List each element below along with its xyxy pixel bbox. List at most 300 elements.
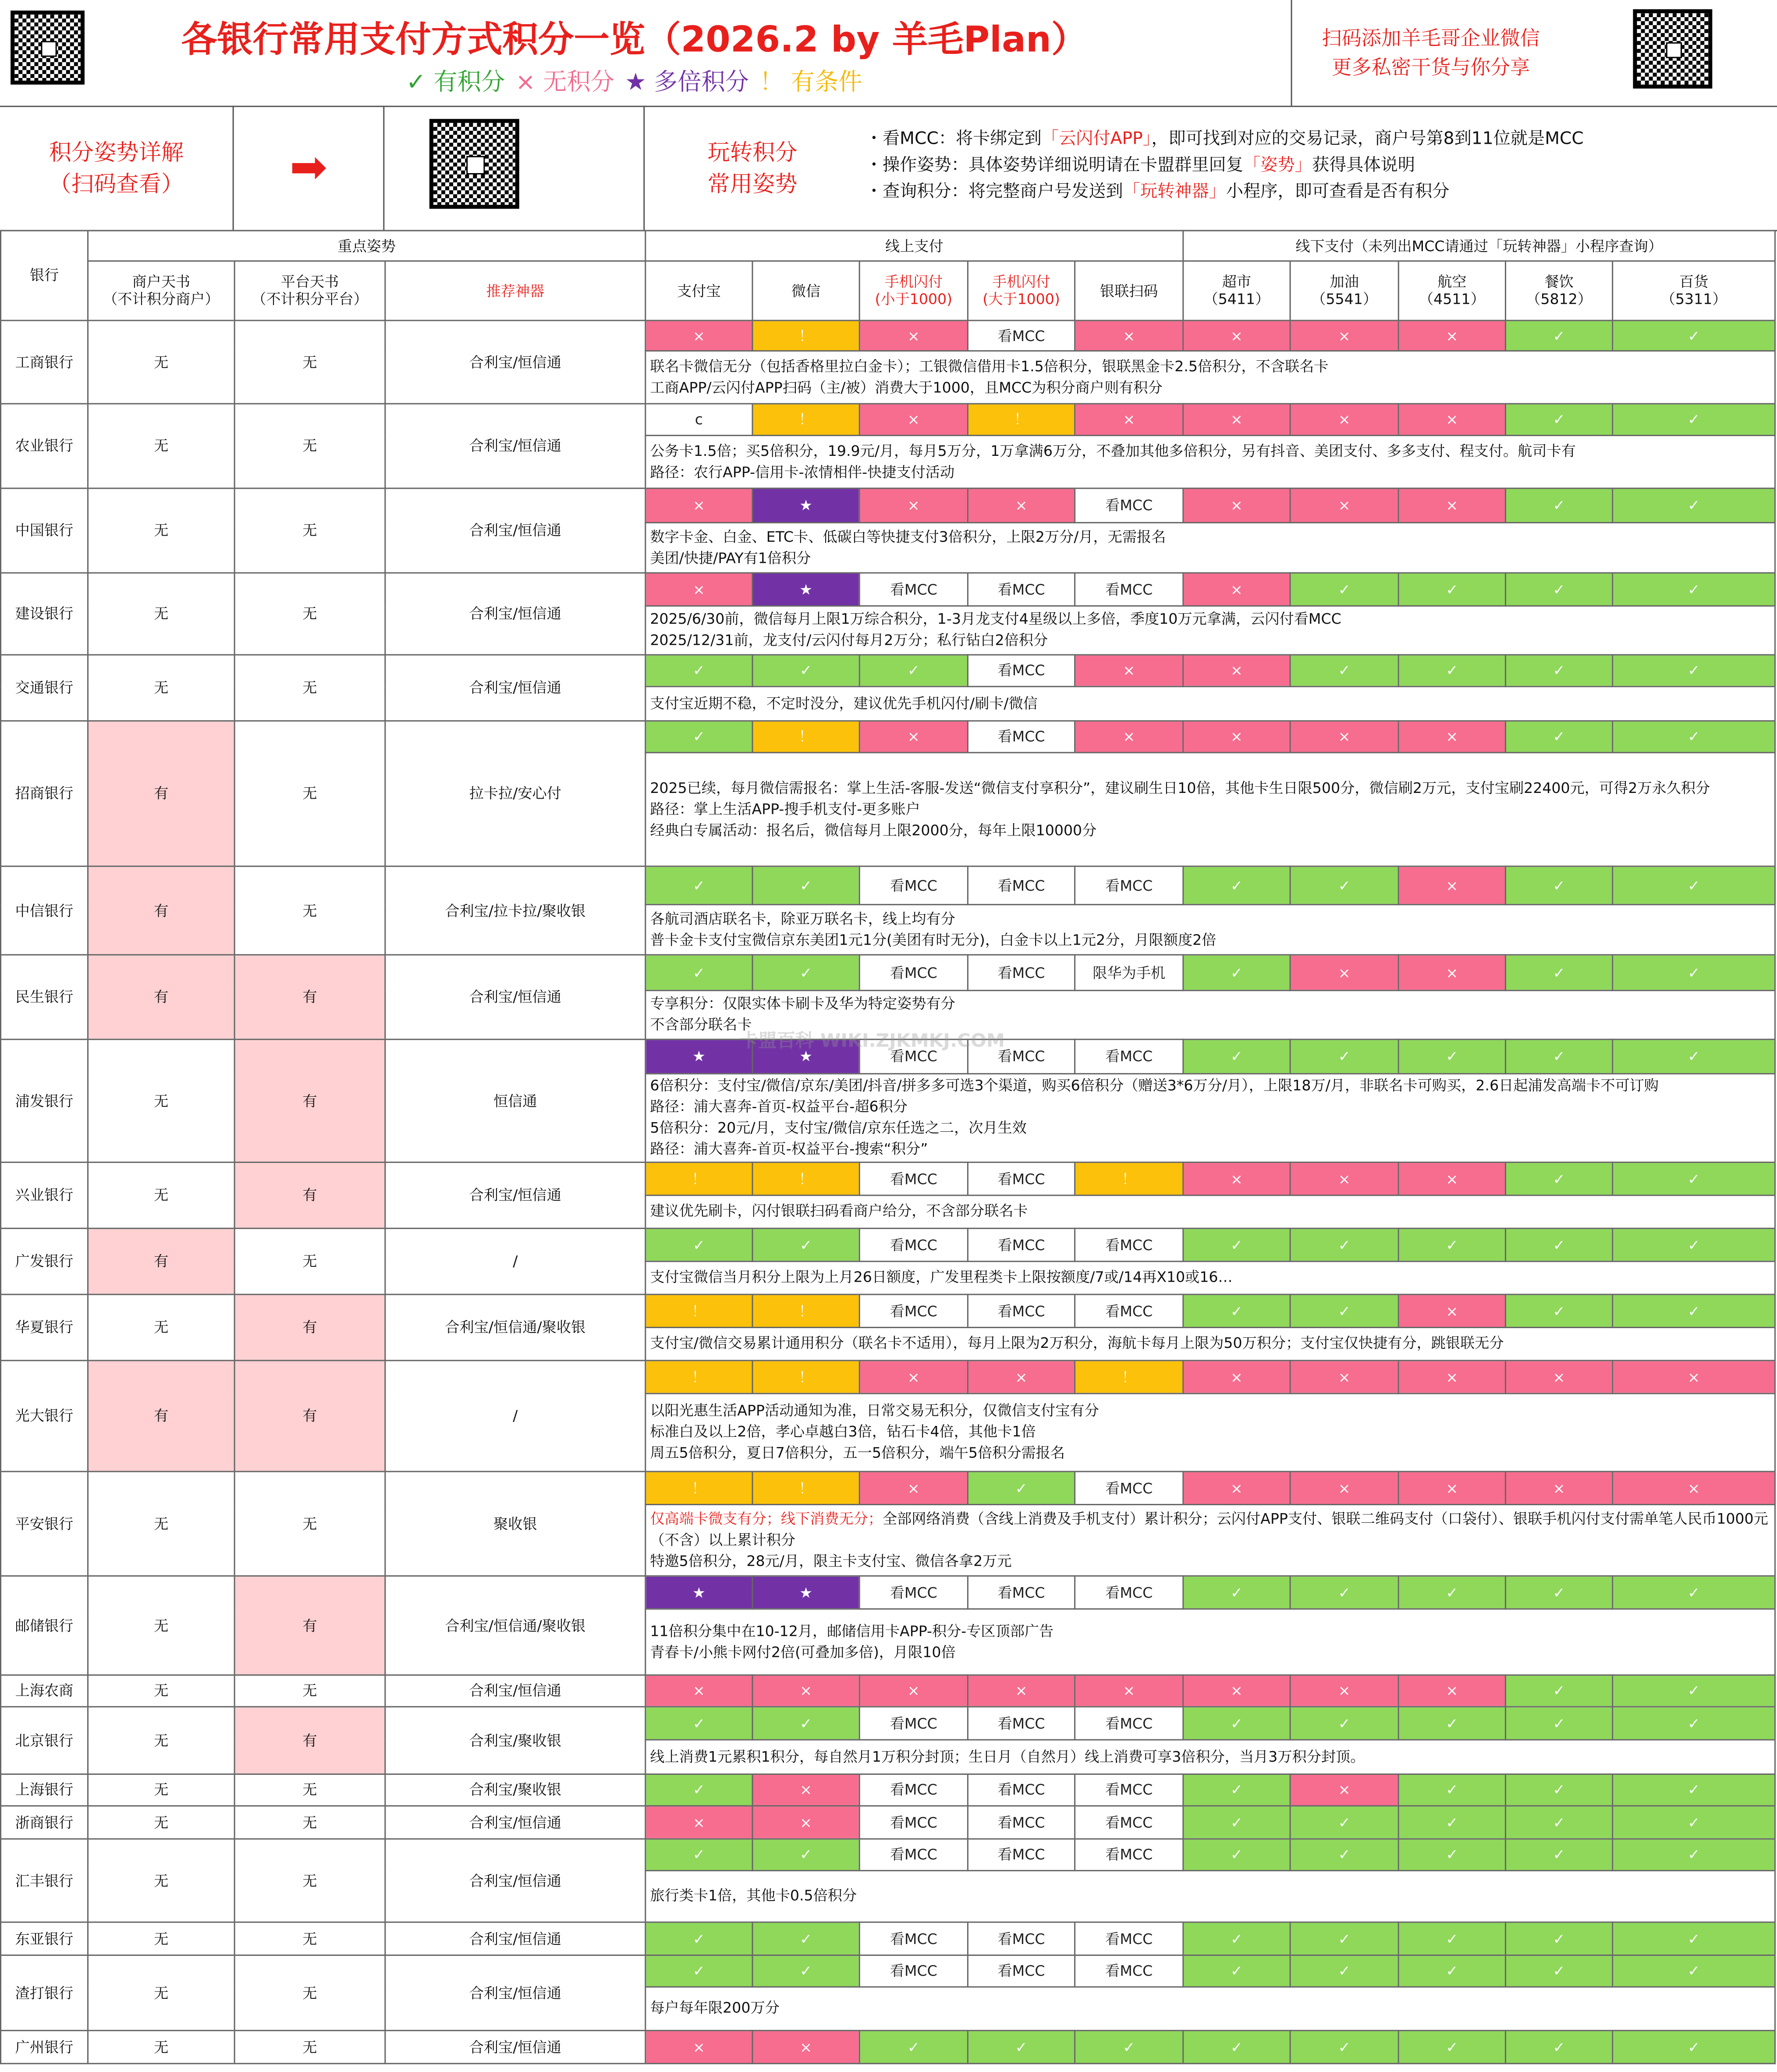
- status-unionpay: ×: [1075, 721, 1183, 753]
- status-supermarket: ×: [1183, 488, 1290, 522]
- status-wechat: ★: [752, 1039, 859, 1073]
- status-flash-small: 看MCC: [859, 866, 968, 904]
- status-flash-small: 看MCC: [859, 1294, 968, 1327]
- status-dining: ✓: [1505, 1839, 1612, 1870]
- info-section: [0, 106, 1777, 231]
- status-flash-large: 看MCC: [968, 866, 1075, 904]
- bank-notes: [646, 522, 1775, 573]
- status-supermarket: ✓: [1183, 866, 1290, 904]
- status-flash-large: 看MCC: [968, 320, 1075, 351]
- status-airline: ✓: [1398, 573, 1505, 606]
- status-supermarket: ✓: [1183, 1839, 1290, 1870]
- status-department: ✓: [1613, 1922, 1775, 1955]
- status-unionpay: 看MCC: [1075, 866, 1183, 904]
- recommended-tool: 合利宝/恒信通: [385, 955, 646, 1039]
- status-department: ✓: [1613, 721, 1775, 753]
- status-alipay: ✓: [646, 655, 752, 686]
- status-gas: ✓: [1290, 1707, 1398, 1740]
- tip-line-1: ・看MCC：将卡绑定到「云闪付APP」，即可找到对应的交易记录，商户号第8到11位就是MCC: [865, 129, 1584, 149]
- bank-notes: [646, 1074, 1775, 1162]
- note-line: 工商APP/云闪付APP扫码（主/被）消费大于1000，且MCC为积分商户则有积分: [650, 378, 1163, 396]
- status-gas: ✓: [1290, 866, 1398, 904]
- status-supermarket: ✓: [1183, 1707, 1290, 1740]
- status-flash-small: 看MCC: [859, 1707, 968, 1740]
- bank-name: 建设银行: [1, 573, 88, 655]
- status-department: ✓: [1613, 1576, 1775, 1609]
- table-row: [1, 1839, 1775, 1870]
- recommended-tool: /: [385, 1361, 646, 1471]
- status-dining: ✓: [1505, 320, 1612, 351]
- status-flash-large: 看MCC: [968, 1228, 1075, 1261]
- bank-notes: [646, 1740, 1775, 1774]
- table-row: [1, 955, 1775, 990]
- status-airline: ×: [1398, 488, 1505, 522]
- status-supermarket: ×: [1183, 404, 1290, 435]
- status-flash-small: 看MCC: [859, 1839, 968, 1870]
- merchant-book: 无: [88, 1675, 234, 1706]
- status-gas: ✓: [1290, 1839, 1398, 1870]
- merchant-book: 无: [88, 1471, 234, 1576]
- status-flash-large: 看MCC: [968, 1294, 1075, 1327]
- bank-notes: [646, 1609, 1775, 1675]
- note-line: 标准白及以上2倍，孝心卓越白3倍，钻石卡4倍，其他卡1倍: [650, 1423, 1036, 1441]
- bank-notes: [646, 1987, 1775, 2030]
- bank-notes: [646, 753, 1775, 866]
- promo-line-2: 更多私密干货与你分享: [1331, 55, 1530, 79]
- status-supermarket: ✓: [1183, 1806, 1290, 1839]
- note-line: 专享积分：仅限实体卡刷卡及华为特定姿势有分: [650, 995, 955, 1013]
- status-airline: ×: [1398, 320, 1505, 351]
- group-offline: 线下支付（未列出MCC请通过「玩转神器」小程序查询）: [1183, 231, 1775, 261]
- col-department: 百货 （5311）: [1613, 261, 1775, 320]
- right-arrow-icon: ➡: [290, 141, 327, 195]
- bank-notes: [646, 606, 1775, 655]
- note-line: 以阳光惠生活APP活动通知为准，日常交易无积分，仅微信支付宝有分: [650, 1402, 1099, 1420]
- table-row: [1, 1806, 1775, 1839]
- table-row: [1, 1294, 1775, 1327]
- scan-line-1: 积分姿势详解: [49, 140, 184, 167]
- status-department: ✓: [1613, 655, 1775, 686]
- note-line: 不含部分联名卡: [650, 1016, 752, 1034]
- table-row: [1, 2030, 1775, 2063]
- platform-book: 无: [234, 320, 385, 404]
- status-wechat: ！: [752, 1294, 859, 1327]
- table-row: [1, 1922, 1775, 1955]
- status-airline: ×: [1398, 721, 1505, 753]
- status-supermarket: ✓: [1183, 1228, 1290, 1261]
- platform-book: 无: [234, 721, 385, 867]
- status-flash-small: 看MCC: [859, 1576, 968, 1609]
- status-gas: ×: [1290, 1675, 1398, 1706]
- status-gas: ×: [1290, 721, 1398, 753]
- recommended-tool: 合利宝/恒信通: [385, 1955, 646, 2031]
- bank-name: 邮储银行: [1, 1576, 88, 1675]
- merchant-book: 无: [88, 1039, 234, 1162]
- bank-name: 平安银行: [1, 1471, 88, 1576]
- table-row: [1, 1675, 1775, 1706]
- status-flash-large: 看MCC: [968, 1162, 1075, 1195]
- merchant-book: 有: [88, 1228, 234, 1294]
- status-wechat: ！: [752, 320, 859, 351]
- bank-name: 光大银行: [1, 1361, 88, 1471]
- status-department: ✓: [1613, 488, 1775, 522]
- merchant-book: 无: [88, 1806, 234, 1839]
- col-alipay: 支付宝: [646, 261, 752, 320]
- col-platform: 平台天书 （不计积分平台）: [234, 261, 385, 320]
- status-flash-small: 看MCC: [859, 1922, 968, 1955]
- status-supermarket: ×: [1183, 1471, 1290, 1504]
- qr-code-right: [1633, 9, 1712, 89]
- status-flash-small: ×: [859, 1471, 968, 1504]
- status-flash-small: ×: [859, 1675, 968, 1706]
- header: [0, 0, 1777, 107]
- status-airline: ✓: [1398, 1039, 1505, 1073]
- status-airline: ✓: [1398, 1806, 1505, 1839]
- status-flash-small: 看MCC: [859, 1774, 968, 1806]
- merchant-book: 无: [88, 1707, 234, 1774]
- table-row: [1, 1576, 1775, 1609]
- status-flash-large: ✓: [968, 2030, 1075, 2063]
- status-unionpay: 看MCC: [1075, 1955, 1183, 1987]
- status-wechat: ！: [752, 1471, 859, 1504]
- merchant-book: 无: [88, 1576, 234, 1675]
- legend-item: ！ 有条件: [759, 68, 862, 97]
- scan-hint: [0, 106, 234, 230]
- status-gas: ✓: [1290, 1576, 1398, 1609]
- status-flash-large: ！: [968, 404, 1075, 435]
- merchant-book: 无: [88, 573, 234, 655]
- status-airline: ✓: [1398, 1839, 1505, 1870]
- status-department: ✓: [1613, 955, 1775, 990]
- status-alipay: ×: [646, 2030, 752, 2063]
- platform-book: 有: [234, 955, 385, 1039]
- play-title: [645, 106, 860, 230]
- note-line: 建议优先刷卡，闪付银联扫码看商户给分，不含部分联名卡: [650, 1202, 1028, 1220]
- status-wechat: ✓: [752, 1955, 859, 1987]
- bank-notes: [646, 351, 1775, 404]
- note-line: 2025/12/31前，龙支付/云闪付每月2万分；私行钻白2倍积分: [650, 632, 1048, 649]
- platform-book: 无: [234, 1471, 385, 1576]
- platform-book: 无: [234, 1955, 385, 2031]
- note-line: 普卡金卡支付宝微信京东美团1元1分(美团有时无分)，白金卡以上1元2分，月限额度2倍: [650, 931, 1217, 949]
- merchant-book: 无: [88, 2030, 234, 2063]
- status-wechat: ✓: [752, 655, 859, 686]
- status-unionpay: 看MCC: [1075, 488, 1183, 522]
- status-dining: ✓: [1505, 573, 1612, 606]
- status-alipay: ★: [646, 1039, 752, 1073]
- table-row: [1, 320, 1775, 351]
- status-unionpay: 看MCC: [1075, 1228, 1183, 1261]
- status-airline: ✓: [1398, 2030, 1505, 2063]
- note-line: 特邀5倍积分，28元/月，限主卡支付宝、微信各拿2万元: [650, 1552, 1012, 1570]
- platform-book: 无: [234, 573, 385, 655]
- status-gas: ✓: [1290, 1806, 1398, 1839]
- status-dining: ✓: [1505, 1294, 1612, 1327]
- note-line: 11倍积分集中在10-12月，邮储信用卡APP-积分-专区顶部广告: [650, 1622, 1054, 1639]
- status-gas: ✓: [1290, 573, 1398, 606]
- status-department: ✓: [1613, 404, 1775, 435]
- bank-name: 上海农商: [1, 1675, 88, 1706]
- status-department: ✓: [1613, 1228, 1775, 1261]
- recommended-tool: 恒信通: [385, 1039, 646, 1162]
- status-flash-small: ×: [859, 320, 968, 351]
- status-gas: ✓: [1290, 1228, 1398, 1261]
- status-wechat: ×: [752, 2030, 859, 2063]
- col-flash-small: 手机闪付 (小于1000): [859, 261, 968, 320]
- note-line: 路径：农行APP-信用卡-浓情相伴-快捷支付活动: [650, 463, 955, 480]
- status-flash-small: ×: [859, 1361, 968, 1393]
- status-dining: ×: [1505, 1471, 1612, 1504]
- status-flash-large: ×: [968, 1675, 1075, 1706]
- bank-name: 东亚银行: [1, 1922, 88, 1955]
- status-supermarket: ✓: [1183, 1922, 1290, 1955]
- status-supermarket: ×: [1183, 721, 1290, 753]
- status-alipay: ✓: [646, 1922, 752, 1955]
- status-unionpay: ×: [1075, 404, 1183, 435]
- platform-book: 无: [234, 1839, 385, 1922]
- status-unionpay: 看MCC: [1075, 1471, 1183, 1504]
- status-flash-large: 看MCC: [968, 1922, 1075, 1955]
- status-alipay: ×: [646, 320, 752, 351]
- status-airline: ×: [1398, 1471, 1505, 1504]
- status-supermarket: ✓: [1183, 1576, 1290, 1609]
- note-line: 各航司酒店联名卡，除亚万联名卡，线上均有分: [650, 910, 955, 927]
- status-unionpay: 看MCC: [1075, 1576, 1183, 1609]
- status-department: ✓: [1613, 1955, 1775, 1987]
- bank-notes: [646, 435, 1775, 488]
- status-unionpay: 限华为手机: [1075, 955, 1183, 990]
- bank-name: 广州银行: [1, 2030, 88, 2063]
- table-row: [1, 1707, 1775, 1740]
- status-alipay: ×: [646, 1806, 752, 1839]
- status-flash-large: 看MCC: [968, 1955, 1075, 1987]
- status-alipay: c: [646, 404, 752, 435]
- status-alipay: ！: [646, 1361, 752, 1393]
- bank-notes: [646, 686, 1775, 721]
- status-airline: ✓: [1398, 655, 1505, 686]
- status-supermarket: ×: [1183, 1361, 1290, 1393]
- merchant-book: 有: [88, 955, 234, 1039]
- status-supermarket: ✓: [1183, 1039, 1290, 1073]
- status-dining: ×: [1505, 1361, 1612, 1393]
- status-alipay: ✓: [646, 866, 752, 904]
- status-flash-large: 看MCC: [968, 1576, 1075, 1609]
- platform-book: 有: [234, 1576, 385, 1675]
- promo-line-1: 扫码添加羊毛哥企业微信: [1322, 26, 1540, 50]
- status-department: ✓: [1613, 2030, 1775, 2063]
- note-line: 路径：浦大喜奔-首页-权益平台-搜索“积分”: [650, 1140, 928, 1158]
- note-line: 数字卡金、白金、ETC卡、低碳白等快捷支付3倍积分，上限2万分/月，无需报名: [650, 528, 1166, 545]
- status-dining: ✓: [1505, 488, 1612, 522]
- table-row: [1, 488, 1775, 522]
- page-title: 各银行常用支付方式积分一览（2026.2 by 羊毛Plan）: [181, 20, 1087, 61]
- status-wechat: ✓: [752, 1839, 859, 1870]
- bank-name: 交通银行: [1, 655, 88, 721]
- status-department: ✓: [1613, 866, 1775, 904]
- note-line: 路径：浦大喜奔-首页-权益平台-超6积分: [650, 1098, 908, 1116]
- merchant-book: 有: [88, 721, 234, 867]
- status-airline: ✓: [1398, 1774, 1505, 1806]
- status-dining: ✓: [1505, 1955, 1612, 1987]
- status-alipay: ！: [646, 1162, 752, 1195]
- status-alipay: ★: [646, 1576, 752, 1609]
- platform-book: 无: [234, 2030, 385, 2063]
- platform-book: 有: [234, 1294, 385, 1361]
- note-line: 6倍积分：支付宝/微信/京东/美团/抖音/拼多多可选3个渠道，购买6倍积分（赠送3*6万分/月），上限18万/月，非联名卡可购买，2.6日起浦发高端卡不可订购: [650, 1077, 1659, 1095]
- recommended-tool: 合利宝/恒信通: [385, 1162, 646, 1229]
- status-dining: ✓: [1505, 866, 1612, 904]
- status-airline: ×: [1398, 1294, 1505, 1327]
- bank-name: 北京银行: [1, 1707, 88, 1774]
- status-flash-small: ✓: [859, 2030, 968, 2063]
- table-row: [1, 1471, 1775, 1504]
- col-unionpay: 银联扫码: [1075, 261, 1183, 320]
- status-dining: ✓: [1505, 1039, 1612, 1073]
- status-gas: ×: [1290, 1774, 1398, 1806]
- recommended-tool: 合利宝/恒信通/聚收银: [385, 1294, 646, 1361]
- status-flash-large: 看MCC: [968, 721, 1075, 753]
- recommended-tool: 合利宝/恒信通: [385, 320, 646, 404]
- status-alipay: ✓: [646, 1707, 752, 1740]
- note-line: 2025/6/30前，微信每月上限1万综合积分，1-3月龙支付4星级以上多倍，季度10万元拿满，云闪付看MCC: [650, 610, 1341, 628]
- table-row: [1, 573, 1775, 606]
- recommended-tool: 合利宝/恒信通: [385, 1839, 646, 1922]
- status-department: ✓: [1613, 1039, 1775, 1073]
- merchant-book: 有: [88, 1361, 234, 1471]
- status-flash-small: ×: [859, 404, 968, 435]
- note-line: 旅行类卡1倍，其他卡0.5倍积分: [650, 1887, 857, 1905]
- status-flash-small: ×: [859, 488, 968, 522]
- platform-book: 无: [234, 1675, 385, 1706]
- status-gas: ×: [1290, 320, 1398, 351]
- status-supermarket: ✓: [1183, 2030, 1290, 2063]
- merchant-book: 无: [88, 1294, 234, 1361]
- status-supermarket: ×: [1183, 320, 1290, 351]
- platform-book: 无: [234, 866, 385, 955]
- status-airline: ✓: [1398, 1707, 1505, 1740]
- col-merchant: 商户天书 （不计积分商户）: [88, 261, 234, 320]
- status-wechat: ！: [752, 721, 859, 753]
- legend-item: × 无积分: [515, 68, 614, 97]
- status-wechat: ★: [752, 573, 859, 606]
- note-line: 每户每年限200万分: [650, 1999, 780, 2017]
- bank-name: 广发银行: [1, 1228, 88, 1294]
- platform-book: 无: [234, 1806, 385, 1839]
- status-flash-small: 看MCC: [859, 1955, 968, 1987]
- status-unionpay: ×: [1075, 1675, 1183, 1706]
- status-alipay: ✓: [646, 1774, 752, 1806]
- bank-notes: [646, 1393, 1775, 1471]
- qr-code-middle: [429, 119, 519, 209]
- status-airline: ×: [1398, 955, 1505, 990]
- status-dining: ✓: [1505, 1707, 1612, 1740]
- table-row: [1, 1162, 1775, 1195]
- recommended-tool: 合利宝/恒信通: [385, 1806, 646, 1839]
- recommended-tool: 合利宝/拉卡拉/聚收银: [385, 866, 646, 955]
- recommended-tool: 合利宝/恒信通: [385, 488, 646, 573]
- status-flash-large: ×: [968, 488, 1075, 522]
- tips-list: [865, 127, 1584, 206]
- merchant-book: 无: [88, 1922, 234, 1955]
- platform-book: 无: [234, 404, 385, 488]
- status-dining: ✓: [1505, 721, 1612, 753]
- platform-book: 有: [234, 1707, 385, 1774]
- play-line-1: 玩转积分: [707, 140, 798, 167]
- status-flash-large: 看MCC: [968, 1839, 1075, 1870]
- note-line: 仅高端卡微支有分；线下消费无分；全部网络消费（含线上消费及手机支付）累计积分；云闪付APP支付、银联二维码支付（口袋付）、银联手机闪付支付需单笔人民币1000元（不含）以上累计积分: [650, 1510, 1768, 1548]
- status-dining: ✓: [1505, 1576, 1612, 1609]
- qr-box: [384, 106, 645, 230]
- col-gas: 加油 （5541）: [1290, 261, 1398, 320]
- status-gas: ✓: [1290, 1955, 1398, 1987]
- note-line: 2025已续，每月微信需报名：掌上生活-客服-发送“微信支付享积分”，建议刷生日10倍，其他卡生日限500分，微信刷2万元，支付宝刷22400元，可得2万永久积分: [650, 779, 1710, 796]
- table-row: [1, 1361, 1775, 1393]
- status-flash-large: 看MCC: [968, 1707, 1075, 1740]
- points-table: [0, 230, 1776, 2065]
- status-airline: ✓: [1398, 1228, 1505, 1261]
- status-dining: ✓: [1505, 2030, 1612, 2063]
- table-row: [1, 404, 1775, 435]
- status-dining: ✓: [1505, 1806, 1612, 1839]
- status-airline: ✓: [1398, 1576, 1505, 1609]
- bank-notes: [646, 905, 1775, 955]
- platform-book: 无: [234, 1774, 385, 1806]
- status-gas: ×: [1290, 488, 1398, 522]
- note-line: 美团/快捷/PAY有1倍积分: [650, 549, 811, 566]
- status-alipay: ✓: [646, 1228, 752, 1261]
- status-unionpay: 看MCC: [1075, 1774, 1183, 1806]
- legend: [92, 64, 1176, 98]
- merchant-book: 无: [88, 1839, 234, 1922]
- status-department: ✓: [1613, 1294, 1775, 1327]
- bank-notes: [646, 1262, 1775, 1294]
- platform-book: 无: [234, 1922, 385, 1955]
- bank-name: 汇丰银行: [1, 1839, 88, 1922]
- status-gas: ✓: [1290, 1922, 1398, 1955]
- status-unionpay: ×: [1075, 320, 1183, 351]
- group-online: 线上支付: [646, 231, 1183, 261]
- merchant-book: 有: [88, 866, 234, 955]
- status-unionpay: 看MCC: [1075, 1839, 1183, 1870]
- note-line: 周五5倍积分，夏日7倍积分，五一5倍积分，端午5倍积分需报名: [650, 1444, 1065, 1462]
- status-unionpay: 看MCC: [1075, 1294, 1183, 1327]
- status-unionpay: 看MCC: [1075, 573, 1183, 606]
- status-unionpay: 看MCC: [1075, 1806, 1183, 1839]
- status-dining: ✓: [1505, 655, 1612, 686]
- bank-name: 招商银行: [1, 721, 88, 867]
- status-dining: ✓: [1505, 404, 1612, 435]
- play-line-2: 常用姿势: [707, 171, 798, 199]
- status-flash-small: 看MCC: [859, 1228, 968, 1261]
- status-gas: ✓: [1290, 655, 1398, 686]
- status-airline: ×: [1398, 1162, 1505, 1195]
- status-gas: ✓: [1290, 1039, 1398, 1073]
- table-row: [1, 655, 1775, 686]
- note-line: 青春卡/小熊卡网付2倍(可叠加多倍)，月限10倍: [650, 1643, 956, 1661]
- tip-line-2: ・操作姿势：具体姿势详细说明请在卡盟群里回复「姿势」获得具体说明: [865, 156, 1415, 176]
- status-dining: ✓: [1505, 1922, 1612, 1955]
- recommended-tool: 合利宝/聚收银: [385, 1707, 646, 1774]
- col-tool: 推荐神器: [385, 261, 646, 320]
- bank-notes: [646, 1195, 1775, 1228]
- note-line: 支付宝近期不稳，不定时没分，建议优先手机闪付/刷卡/微信: [650, 694, 1038, 712]
- status-wechat: ★: [752, 488, 859, 522]
- status-department: ✓: [1613, 1707, 1775, 1740]
- bank-name: 农业银行: [1, 404, 88, 488]
- status-wechat: ！: [752, 404, 859, 435]
- merchant-book: 无: [88, 488, 234, 573]
- status-wechat: ！: [752, 1361, 859, 1393]
